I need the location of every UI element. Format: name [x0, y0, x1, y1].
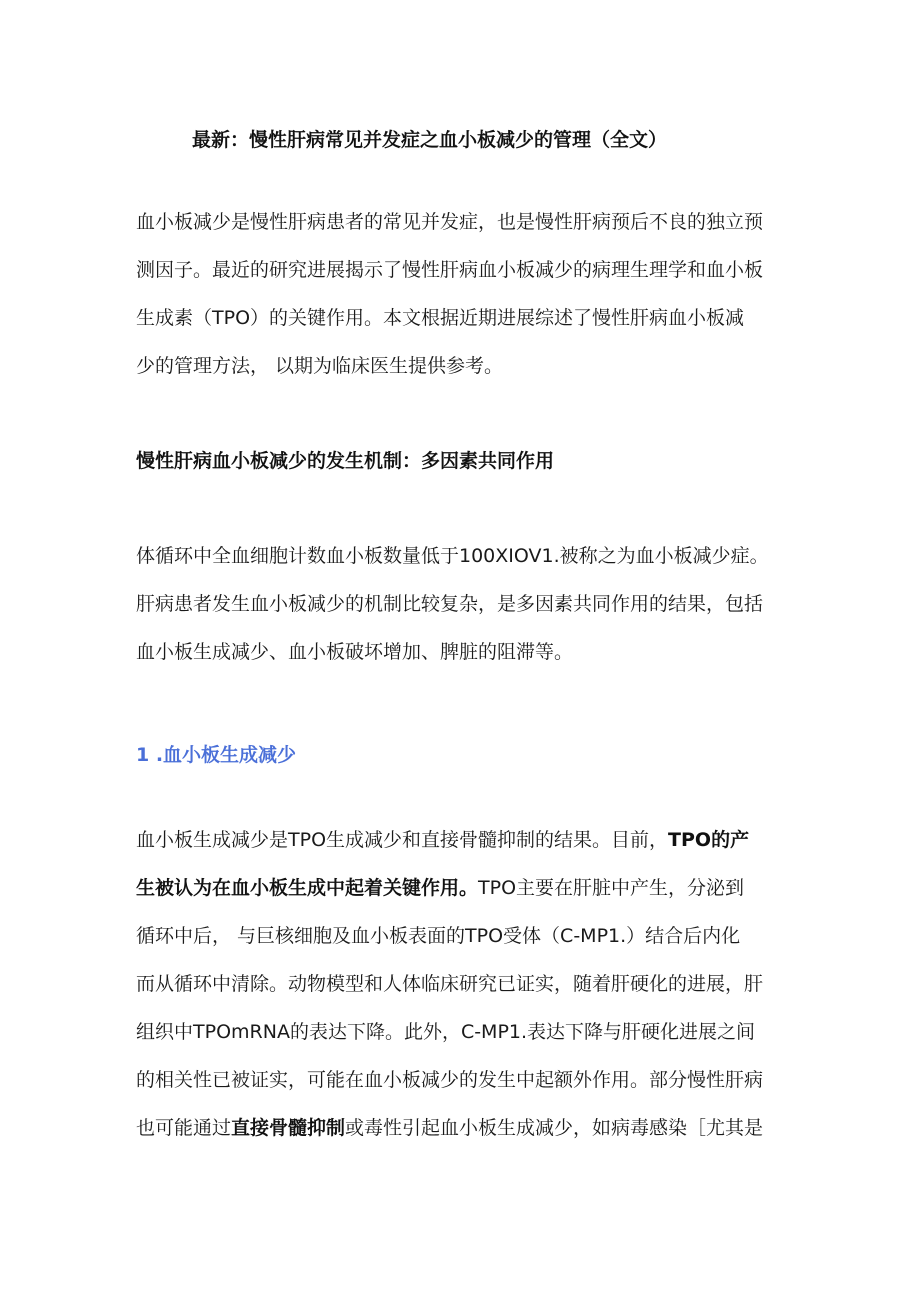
body-bold-text: 生被认为在血小板生成中起着关键作用。 — [136, 877, 479, 899]
body-line: 的相关性已被证实，可能在血小板减少的发生中起额外作用。部分慢性肝病 — [136, 1069, 764, 1091]
subsection-heading: 1 .血小板生成减少 — [136, 744, 297, 766]
body-line — [136, 864, 796, 912]
mechanism-line: 肝病患者发生血小板减少的机制比较复杂，是多因素共同作用的结果，包括 — [136, 593, 764, 615]
intro-line: 血小板减少是慢性肝病患者的常见并发症，也是慢性肝病预后不良的独立预 — [136, 211, 764, 233]
body-text: 血小板生成减少是TPO生成减少和直接骨髓抑制的结果。目前， — [136, 829, 669, 851]
intro-line: 测因子。最近的研究进展揭示了慢性肝病血小板减少的病理生理学和血小板 — [136, 259, 764, 281]
document-title: 最新：慢性肝病常见并发症之血小板减少的管理（全文） — [192, 129, 668, 151]
mechanism-line: 血小板生成减少、血小板破坏增加、脾脏的阻滞等。 — [136, 641, 574, 663]
body-line — [136, 816, 796, 864]
intro-paragraph — [136, 198, 796, 390]
body-text: 或毒性引起血小板生成减少，如病毒感染［尤其是 — [345, 1117, 764, 1139]
body-bold-text: TPO的产 — [668, 829, 750, 851]
body-bold-text: 直接骨髓抑制 — [231, 1117, 346, 1139]
mechanism-paragraph — [136, 532, 796, 676]
intro-line: 少的管理方法， 以期为临床医生提供参考。 — [136, 355, 504, 377]
mechanism-line: 体循环中全血细胞计数血小板数量低于100XIOV1.被称之为血小板减少症。 — [136, 545, 769, 567]
body-text: TPO主要在肝脏中产生，分泌到 — [478, 877, 745, 899]
body-line: 循环中后， 与巨核细胞及血小板表面的TPO受体（C-MP1.）结合后内化 — [136, 925, 741, 947]
body-line — [136, 1104, 796, 1152]
section-heading: 慢性肝病血小板减少的发生机制：多因素共同作用 — [136, 450, 555, 472]
body-line: 组织中TPOmRNA的表达下降。此外，C-MP1.表达下降与肝硬化进展之间 — [136, 1021, 756, 1043]
body-text: 也可能通过 — [136, 1117, 232, 1139]
body-line: 而从循环中清除。动物模型和人体临床研究已证实，随着肝硬化的进展，肝 — [136, 973, 764, 995]
intro-line: 生成素（TPO）的关键作用。本文根据近期进展综述了慢性肝病血小板减 — [136, 307, 745, 329]
body-paragraph — [136, 816, 796, 1152]
